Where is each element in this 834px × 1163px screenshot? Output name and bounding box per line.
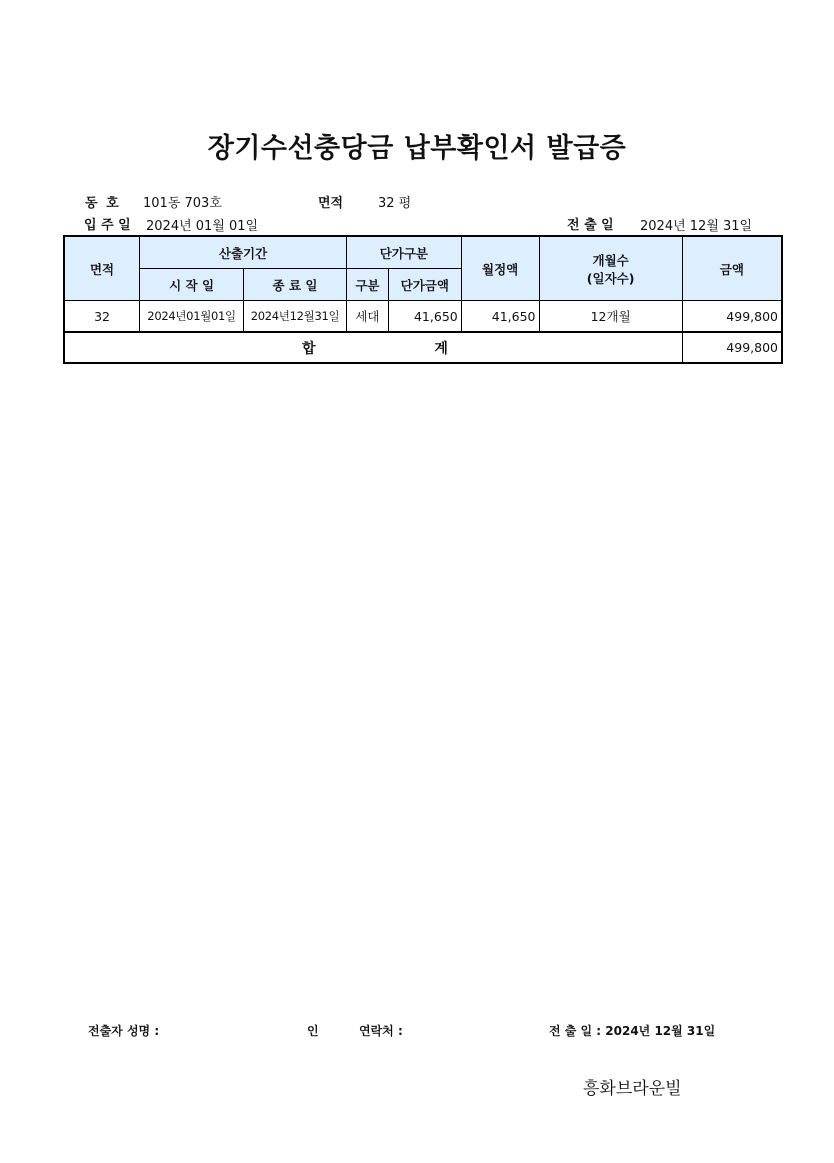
total-amount: 499,800 [682, 332, 782, 363]
move-out-value: 2024년 12월 31일 [640, 219, 753, 234]
cell-start: 2024년01월01일 [140, 301, 244, 333]
header-start: 시 작 일 [140, 269, 244, 301]
total-label-2: 계 [434, 340, 448, 357]
header-unit-type: 단가구분 [346, 236, 461, 269]
cell-amount: 499,800 [682, 301, 782, 333]
header-area: 면적 [64, 236, 140, 301]
header-months-line2: (일자수) [586, 270, 635, 286]
total-label-1: 합 [302, 340, 316, 357]
document-title: 장기수선충당금 납부확인서 발급증 [207, 133, 627, 164]
header-months-line1: 개월수 [592, 252, 629, 268]
footer-move-out-date: 전 출 일 : 2024년 12월 31일 [549, 1024, 716, 1038]
cell-unit-price: 41,650 [388, 301, 461, 333]
header-unit-price: 단가금액 [388, 269, 461, 301]
payment-table [63, 235, 783, 364]
dong-ho-value: 101동 703호 [143, 196, 222, 211]
dong-ho-label: 동 호 [85, 196, 121, 211]
contact-label: 연락처 : [359, 1024, 403, 1038]
seal-mark: 인 [307, 1024, 319, 1038]
header-period: 산출기간 [140, 236, 347, 269]
cell-area: 32 [64, 301, 140, 333]
header-amount: 금액 [682, 236, 782, 301]
cell-months: 12개월 [539, 301, 682, 333]
header-category: 구분 [346, 269, 388, 301]
cell-category: 세대 [346, 301, 388, 333]
header-months [539, 236, 682, 301]
area-value: 32 평 [378, 196, 412, 211]
complex-name: 흥화브라운빌 [583, 1079, 682, 1099]
total-label-cell [64, 332, 682, 363]
move-out-label: 전 출 일 [567, 218, 614, 233]
header-monthly: 월정액 [461, 236, 539, 301]
total-row [64, 332, 782, 363]
area-label: 면적 [318, 196, 344, 211]
move-in-value: 2024년 01월 01일 [146, 219, 259, 234]
cell-monthly: 41,650 [461, 301, 539, 333]
table-row [64, 301, 782, 333]
mover-name-label: 전출자 성명 : [88, 1024, 160, 1038]
cell-end: 2024년12월31일 [244, 301, 347, 333]
header-end: 종 료 일 [244, 269, 347, 301]
move-in-label: 입 주 일 [84, 218, 131, 233]
